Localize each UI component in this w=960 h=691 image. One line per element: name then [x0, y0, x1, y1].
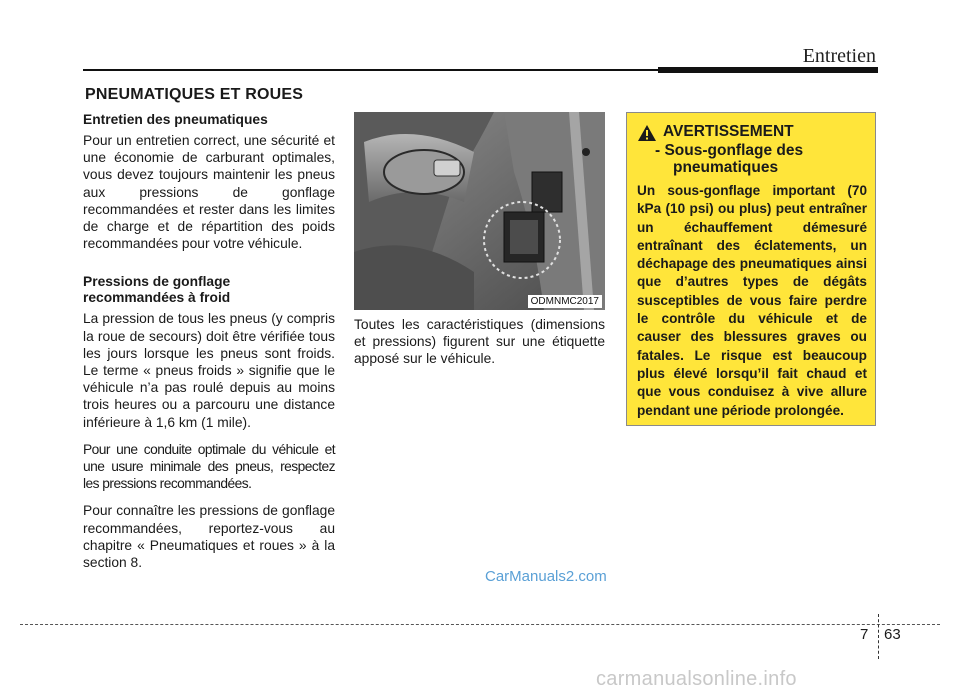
paragraph-optimal-driving: Pour une conduite optimale du véhicule et une usure minimale des pneus, respectez les pressions recommandées.	[83, 441, 335, 492]
paragraph-maintenance: Pour un entretien correct, une sécurité et une économie de carburant optimales, vous devez toujours maintenir les pneus aux pressions de gonflage recommandées et rester dans les limites de charge et de répartition des poids recommandées pour votre véhicule.	[83, 133, 335, 252]
warning-subtitle	[655, 142, 867, 176]
footer-brand-watermark[interactable]: carmanualsonline.info	[596, 668, 797, 690]
warning-title: AVERTISSEMENT	[663, 123, 794, 140]
header-rule-thick	[658, 67, 878, 73]
warning-body: Un sous-gonflage important (70 kPa (10 psi) ou plus) peut entraîner un échauffement démesuré entraînant des éclatements, un déchapage des pneumatiques ainsi que d’autres types de dégâts susceptibles de vous faire perdre le contrôle du véhicule et de causer des blessures graves ou fatales. Le risque est beaucoup plus élevé lorsqu’il fait chaud et que vous conduisez à vive allure pendant une période prolongée.	[637, 183, 867, 418]
heading-cold-pressure-line1: Pressions de gonflage	[83, 274, 231, 290]
header-rule	[83, 69, 658, 71]
section-title: PNEUMATIQUES ET ROUES	[85, 86, 304, 103]
warning-triangle-icon	[637, 124, 657, 142]
heading-cold-pressure	[83, 274, 335, 306]
watermark-link[interactable]: CarManuals2.com	[485, 568, 607, 585]
heading-cold-pressure-line2: recommandées à froid	[83, 290, 231, 306]
footer-chapter-number: 7	[860, 626, 869, 643]
warning-box	[626, 112, 876, 426]
page-number-divider	[878, 614, 879, 659]
middle-column	[354, 316, 605, 368]
door-label-photo	[354, 112, 605, 310]
figure-code: ODMNMC2017	[528, 295, 602, 308]
heading-tire-maintenance: Entretien des pneumatiques	[83, 112, 268, 127]
paragraph-cold-tires: La pression de tous les pneus (y compris la roue de secours) doit être vérifiée tous les jours lorsque les pneus sont froids. Le terme « pneus froids » signifie que le véhicule n’a pas roulé depuis au moins trois heures ou a parcouru une distance inférieure à 1,6 km (1 mile).	[83, 311, 335, 430]
paragraph-label-info: Toutes les caractéristiques (dimensions et pressions) figurent sur une étiquette apposé sur le véhicule.	[354, 317, 605, 367]
paragraph-see-section: Pour connaître les pressions de gonflage recommandées, reportez-vous au chapitre « Pneumatiques et roues » à la section 8.	[83, 503, 335, 571]
left-column	[83, 112, 335, 581]
chapter-title: Entretien	[802, 45, 876, 67]
warning-subtitle-line1: - Sous-gonflage des	[655, 142, 804, 159]
footer-dashed-rule	[20, 624, 940, 625]
warning-subtitle-line2: pneumatiques	[673, 159, 779, 176]
footer-page-number: 63	[884, 626, 901, 643]
